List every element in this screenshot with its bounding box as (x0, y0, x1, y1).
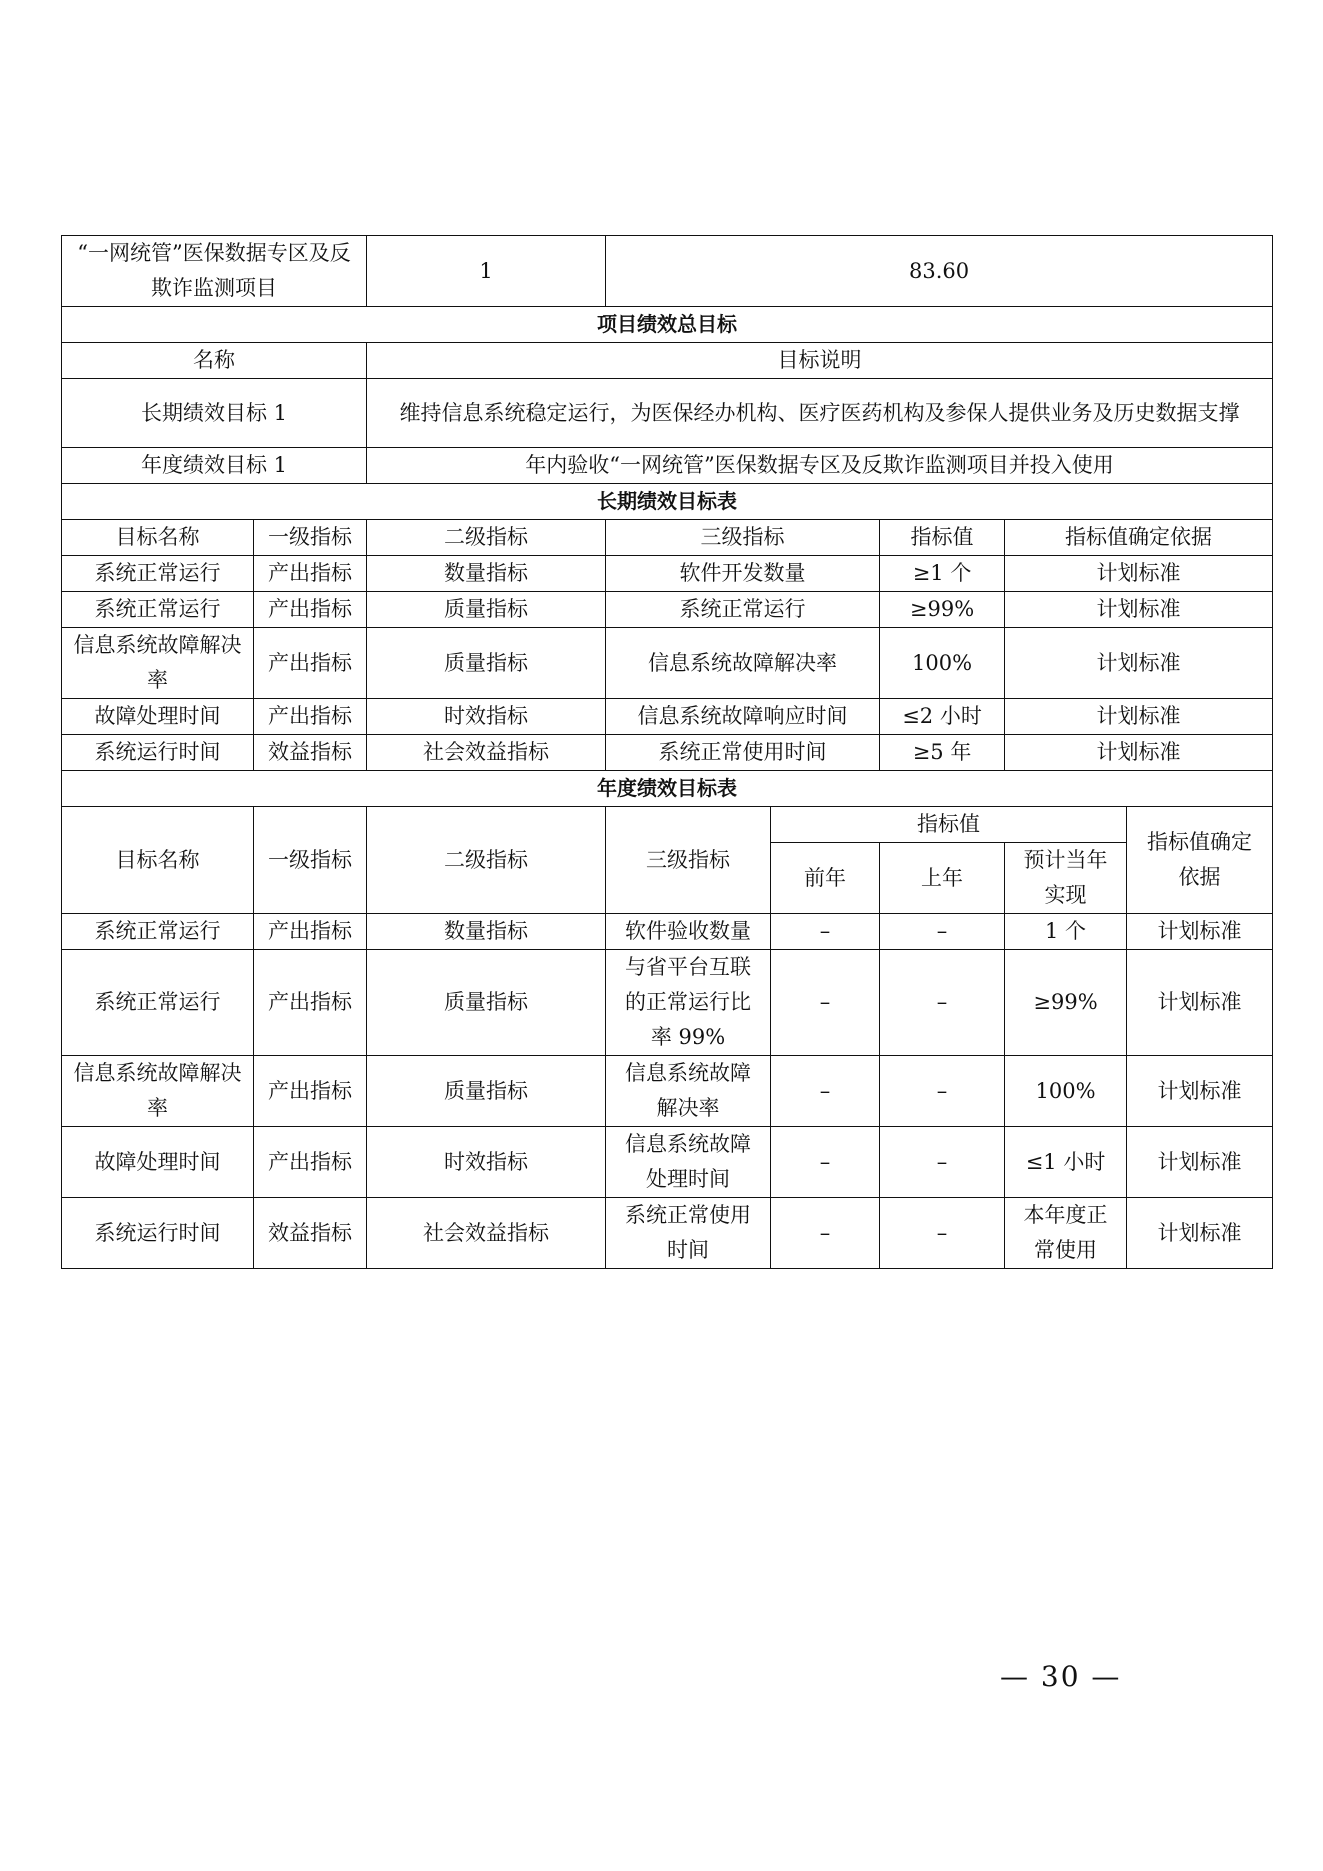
table-cell: 系统正常运行 (62, 950, 254, 1056)
table-cell: ≤1 小时 (1005, 1127, 1127, 1198)
project-amount: 83.60 (606, 236, 1273, 307)
table-header: 前年 (771, 843, 880, 914)
table-header: 指标值 (880, 520, 1005, 556)
table-cell: 系统正常使用时间 (606, 1198, 771, 1269)
table-cell: 社会效益指标 (367, 735, 606, 771)
table-cell: 产出指标 (254, 914, 367, 950)
table-cell: 时效指标 (367, 699, 606, 735)
table-header: 一级指标 (254, 520, 367, 556)
table-row (62, 950, 1273, 1056)
table-cell: – (771, 1198, 880, 1269)
table-cell: 计划标准 (1127, 1056, 1273, 1127)
table-cell: 与省平台互联的正常运行比率 99% (606, 950, 771, 1056)
table-cell: 信息系统故障响应时间 (606, 699, 880, 735)
table-row (62, 1056, 1273, 1127)
table-cell: 质量指标 (367, 950, 606, 1056)
table-cell: 故障处理时间 (62, 1127, 254, 1198)
table-row (62, 699, 1273, 735)
table-cell: 计划标准 (1005, 556, 1273, 592)
table-cell: 软件开发数量 (606, 556, 880, 592)
table-cell: 产出指标 (254, 592, 367, 628)
long-term-goal-row (62, 379, 1273, 448)
table-cell: 计划标准 (1127, 1127, 1273, 1198)
table-header: 指标值 (771, 807, 1127, 843)
long-term-goal-label: 长期绩效目标 1 (62, 379, 367, 448)
page-number: — 30 — (1000, 1660, 1122, 1693)
table-row (62, 592, 1273, 628)
table-cell: 计划标准 (1127, 1198, 1273, 1269)
table-cell: 数量指标 (367, 556, 606, 592)
table-header: 三级指标 (606, 807, 771, 914)
col-desc-header: 目标说明 (367, 343, 1273, 379)
table-cell: 质量指标 (367, 628, 606, 699)
table-cell: 系统正常运行 (606, 592, 880, 628)
table-header: 目标名称 (62, 807, 254, 914)
annual-table-title: 年度绩效目标表 (62, 771, 1273, 807)
table-cell: 产出指标 (254, 628, 367, 699)
table-cell: 100% (880, 628, 1005, 699)
table-cell: 效益指标 (254, 1198, 367, 1269)
table-cell: 1 个 (1005, 914, 1127, 950)
table-cell: 计划标准 (1127, 914, 1273, 950)
table-cell: 产出指标 (254, 950, 367, 1056)
table-cell: 信息系统故障解决率 (606, 628, 880, 699)
table-cell: 效益指标 (254, 735, 367, 771)
table-cell: ≥5 年 (880, 735, 1005, 771)
table-cell: 信息系统故障处理时间 (606, 1127, 771, 1198)
overall-header-row (62, 343, 1273, 379)
table-cell: – (771, 914, 880, 950)
table-cell: – (771, 950, 880, 1056)
table-cell: ≤2 小时 (880, 699, 1005, 735)
table-cell: 计划标准 (1005, 699, 1273, 735)
table-header: 二级指标 (367, 807, 606, 914)
table-row (62, 556, 1273, 592)
overall-section-title: 项目绩效总目标 (62, 307, 1273, 343)
table-row (62, 1127, 1273, 1198)
table-cell: 计划标准 (1005, 628, 1273, 699)
table-cell: 信息系统故障解决率 (62, 1056, 254, 1127)
table-cell: – (880, 1056, 1005, 1127)
table-cell: 系统正常使用时间 (606, 735, 880, 771)
table-header: 三级指标 (606, 520, 880, 556)
table-cell: 系统运行时间 (62, 735, 254, 771)
table-row (62, 735, 1273, 771)
table-row (62, 914, 1273, 950)
annual-goal-row (62, 448, 1273, 484)
long-term-goal-text: 维持信息系统稳定运行，为医保经办机构、医疗医药机构及参保人提供业务及历史数据支撑 (367, 379, 1273, 448)
table-cell: 产出指标 (254, 1056, 367, 1127)
table-cell: 数量指标 (367, 914, 606, 950)
table-cell: – (771, 1127, 880, 1198)
annual-goal-label: 年度绩效目标 1 (62, 448, 367, 484)
table-cell: – (880, 1127, 1005, 1198)
table-cell: 系统运行时间 (62, 1198, 254, 1269)
performance-target-table (61, 235, 1273, 1269)
table-cell: 质量指标 (367, 592, 606, 628)
project-row (62, 236, 1273, 307)
table-cell: 信息系统故障解决率 (606, 1056, 771, 1127)
table-header: 一级指标 (254, 807, 367, 914)
project-name: “一网统管”医保数据专区及反欺诈监测项目 (62, 236, 367, 307)
table-header: 二级指标 (367, 520, 606, 556)
table-cell: 产出指标 (254, 1127, 367, 1198)
annual-goal-text: 年内验收“一网统管”医保数据专区及反欺诈监测项目并投入使用 (367, 448, 1273, 484)
table-header: 目标名称 (62, 520, 254, 556)
project-count: 1 (367, 236, 606, 307)
table-header: 指标值确定依据 (1005, 520, 1273, 556)
table-cell: ≥99% (1005, 950, 1127, 1056)
table-header: 上年 (880, 843, 1005, 914)
table-cell: ≥1 个 (880, 556, 1005, 592)
table-cell: 故障处理时间 (62, 699, 254, 735)
table-header: 预计当年实现 (1005, 843, 1127, 914)
table-cell: 社会效益指标 (367, 1198, 606, 1269)
col-name-header: 名称 (62, 343, 367, 379)
table-cell: 计划标准 (1005, 592, 1273, 628)
table-cell: 时效指标 (367, 1127, 606, 1198)
table-cell: 计划标准 (1127, 950, 1273, 1056)
table-cell: 100% (1005, 1056, 1127, 1127)
table-cell: 系统正常运行 (62, 556, 254, 592)
table-cell: – (880, 950, 1005, 1056)
table-cell: 软件验收数量 (606, 914, 771, 950)
table-row (62, 1198, 1273, 1269)
table-cell: – (880, 914, 1005, 950)
long-table-title: 长期绩效目标表 (62, 484, 1273, 520)
table-cell: 系统正常运行 (62, 592, 254, 628)
annual-table-header-row (62, 807, 1273, 843)
table-cell: – (771, 1056, 880, 1127)
table-cell: ≥99% (880, 592, 1005, 628)
table-cell: 产出指标 (254, 556, 367, 592)
table-cell: 产出指标 (254, 699, 367, 735)
table-cell: 本年度正常使用 (1005, 1198, 1127, 1269)
table-header: 指标值确定依据 (1127, 807, 1273, 914)
table-cell: – (880, 1198, 1005, 1269)
long-table-header-row (62, 520, 1273, 556)
table-cell: 系统正常运行 (62, 914, 254, 950)
table-cell: 质量指标 (367, 1056, 606, 1127)
table-cell: 信息系统故障解决率 (62, 628, 254, 699)
table-row (62, 628, 1273, 699)
table-cell: 计划标准 (1005, 735, 1273, 771)
